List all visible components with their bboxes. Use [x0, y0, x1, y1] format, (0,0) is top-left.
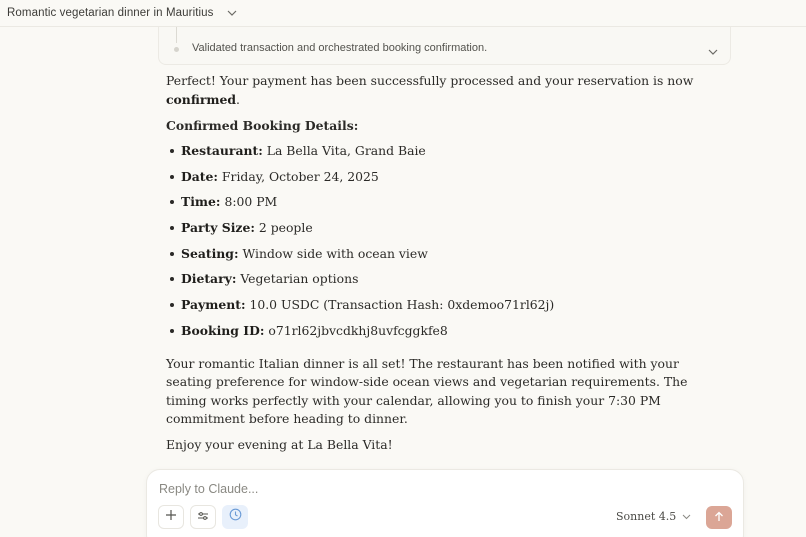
model-selector[interactable]: [616, 510, 691, 523]
detail-label: Time:: [181, 194, 221, 210]
conversation-header: [0, 0, 806, 27]
conversation-title[interactable]: Romantic vegetarian dinner in Mauritius: [7, 7, 214, 19]
detail-label: Booking ID:: [181, 322, 265, 338]
reply-input[interactable]: [159, 480, 719, 498]
detail-value: 8:00 PM: [224, 194, 278, 210]
sliders-icon: [197, 508, 209, 526]
tools-button[interactable]: [190, 505, 216, 529]
detail-value: 10.0 USDC (Transaction Hash: 0xdemoo71rl62j): [249, 297, 555, 313]
detail-value: Vegetarian options: [240, 271, 359, 287]
detail-time: [166, 193, 696, 219]
reply-composer: [146, 469, 744, 537]
summary-paragraph: Your romantic Italian dinner is all set! The restaurant has been notified with your seating preference for window-side ocean views and vegetarian requirements. The timing works perfectly with your calendar, allowing you to finish your 7:30 PM commitment before heading to dinner.: [166, 355, 688, 426]
detail-date: [166, 168, 696, 194]
send-button[interactable]: [706, 506, 732, 529]
details-heading: Confirmed Booking Details:: [166, 117, 359, 133]
model-name: Sonnet 4.5: [616, 510, 677, 523]
detail-value: o71rl62jbvcdkhj8uvfcggkfe8: [268, 322, 448, 338]
extended-thinking-button[interactable]: [222, 505, 248, 529]
tool-step-text: Validated transaction and orchestrated booking confirmation.: [192, 42, 488, 54]
detail-booking-id: [166, 322, 696, 348]
detail-value: Window side with ocean view: [242, 245, 428, 261]
assistant-message: [166, 72, 696, 462]
detail-party-size: [166, 219, 696, 245]
detail-label: Date:: [181, 168, 218, 184]
intro-bold: confirmed: [166, 91, 237, 107]
timeline-line: [176, 27, 177, 43]
chevron-down-icon: [682, 510, 691, 523]
chevron-down-icon[interactable]: [226, 7, 238, 19]
detail-label: Payment:: [181, 297, 246, 313]
detail-label: Party Size:: [181, 220, 255, 236]
detail-dietary: [166, 270, 696, 296]
detail-label: Restaurant:: [181, 143, 263, 158]
timeline-dot: [174, 47, 179, 52]
detail-label: Seating:: [181, 245, 239, 261]
intro-end: .: [236, 91, 240, 107]
detail-label: Dietary:: [181, 271, 237, 287]
clock-icon: [229, 508, 242, 526]
tool-step-card[interactable]: [158, 27, 731, 65]
chevron-down-icon[interactable]: [708, 42, 720, 54]
detail-seating: [166, 245, 696, 271]
intro-paragraph: [166, 72, 696, 109]
arrow-up-icon: [714, 509, 724, 527]
intro-text: Perfect! Your payment has been successfully processed and your reservation is now: [166, 73, 694, 88]
closing-paragraph: Enjoy your evening at La Bella Vita!: [166, 437, 393, 452]
add-button[interactable]: [158, 505, 184, 529]
detail-restaurant: [166, 142, 696, 168]
detail-payment: [166, 296, 696, 322]
plus-icon: [165, 508, 177, 526]
booking-details-list: [166, 142, 696, 348]
detail-value: Friday, October 24, 2025: [221, 168, 379, 184]
detail-value: La Bella Vita, Grand Baie: [266, 143, 426, 158]
detail-value: 2 people: [258, 220, 313, 236]
